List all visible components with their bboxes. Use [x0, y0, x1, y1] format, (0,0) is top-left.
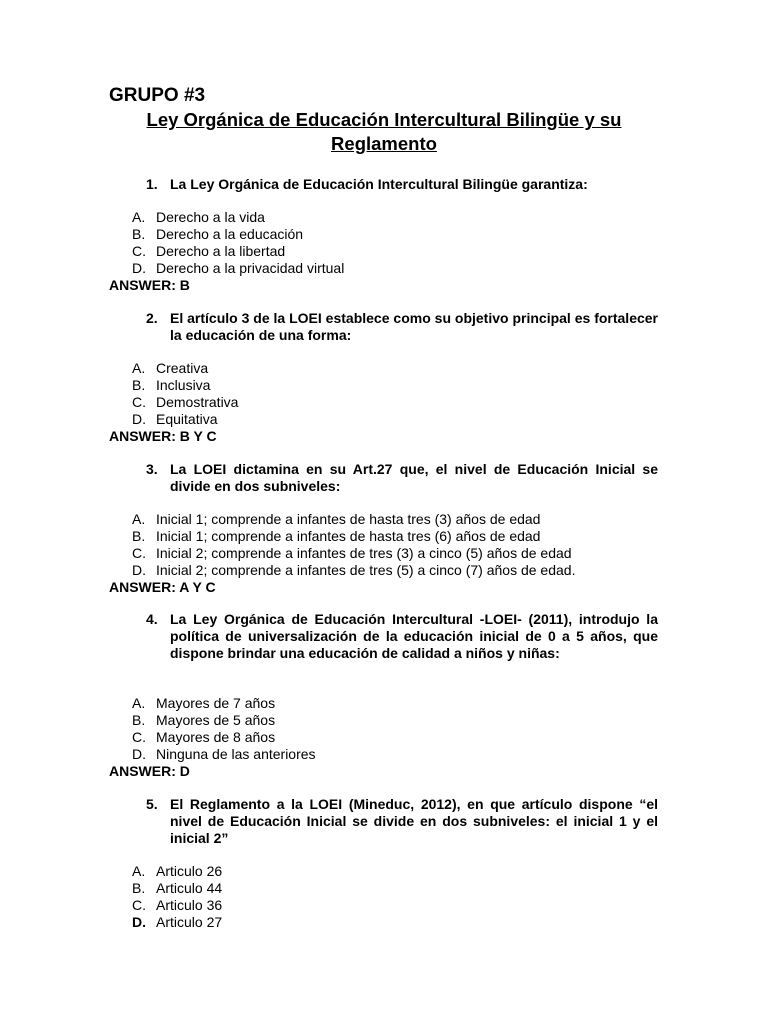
option-c: C. Articulo 36	[132, 897, 223, 913]
option-a: A. Mayores de 7 años	[132, 695, 276, 711]
question-number: 3.	[146, 461, 158, 477]
option-list	[132, 695, 652, 763]
question-text	[146, 611, 658, 662]
option-list	[132, 209, 652, 277]
option-a: A. Articulo 26	[132, 863, 223, 879]
option-list	[132, 863, 652, 931]
question-number: 1.	[146, 176, 158, 192]
question-text	[146, 176, 658, 193]
option-list	[132, 511, 652, 579]
group-title: GRUPO #3	[109, 85, 206, 106]
option-a: A. Derecho a la vida	[132, 209, 265, 225]
option-c: C. Mayores de 8 años	[132, 729, 276, 745]
question-number: 4.	[146, 611, 158, 627]
option-c: C. Demostrativa	[132, 394, 239, 410]
document-title: Ley Orgánica de Educación Intercultural Bilingüe y su Reglamento	[146, 109, 622, 154]
answer-label: ANSWER: D	[109, 763, 190, 779]
question-prompt: El Reglamento a la LOEI (Mineduc, 2012), en que artículo dispone “el nivel de Educación Inicial se divide en dos subniveles: el inicial 1 y el inicial 2”	[170, 796, 658, 846]
option-d: D. Articulo 27	[132, 914, 223, 930]
question-number: 5.	[146, 796, 158, 812]
question-prompt: El artículo 3 de la LOEI establece como su objetivo principal es fortalecer la educación de una forma:	[170, 310, 658, 343]
answer-label: ANSWER: B Y C	[109, 428, 217, 444]
option-d: D. Equitativa	[132, 411, 218, 427]
option-d: D. Ninguna de las anteriores	[132, 746, 316, 762]
option-d: D. Inicial 2; comprende a infantes de tres (5) a cinco (7) años de edad.	[132, 562, 576, 578]
option-b: B. Derecho a la educación	[132, 226, 304, 242]
option-b: B. Inicial 1; comprende a infantes de hasta tres (6) años de edad	[132, 528, 541, 544]
option-list	[132, 360, 652, 428]
option-a: A. Inicial 1; comprende a infantes de hasta tres (3) años de edad	[132, 511, 541, 527]
option-a: A. Creativa	[132, 360, 209, 376]
option-c: C. Derecho a la libertad	[132, 243, 286, 259]
question-prompt: La LOEI dictamina en su Art.27 que, el nivel de Educación Inicial se divide en dos subniveles:	[170, 461, 658, 494]
option-c: C. Inicial 2; comprende a infantes de tres (3) a cinco (5) años de edad	[132, 545, 572, 561]
question-text	[146, 310, 658, 344]
option-b: B. Inclusiva	[132, 377, 211, 393]
question-prompt: La Ley Orgánica de Educación Intercultural Bilingüe garantiza:	[170, 176, 588, 192]
question-number: 2.	[146, 310, 158, 326]
question-prompt: La Ley Orgánica de Educación Intercultural -LOEI- (2011), introdujo la política de universalización de la educación inicial de 0 a 5 años, que dispone brindar una educación de calidad a niños y niñas:	[170, 611, 658, 661]
question-text	[146, 796, 658, 847]
option-b: B. Mayores de 5 años	[132, 712, 276, 728]
option-d: D. Derecho a la privacidad virtual	[132, 260, 345, 276]
option-b: B. Articulo 44	[132, 880, 223, 896]
answer-label: ANSWER: B	[109, 277, 190, 293]
answer-label: ANSWER: A Y C	[109, 579, 216, 595]
question-text	[146, 461, 658, 495]
